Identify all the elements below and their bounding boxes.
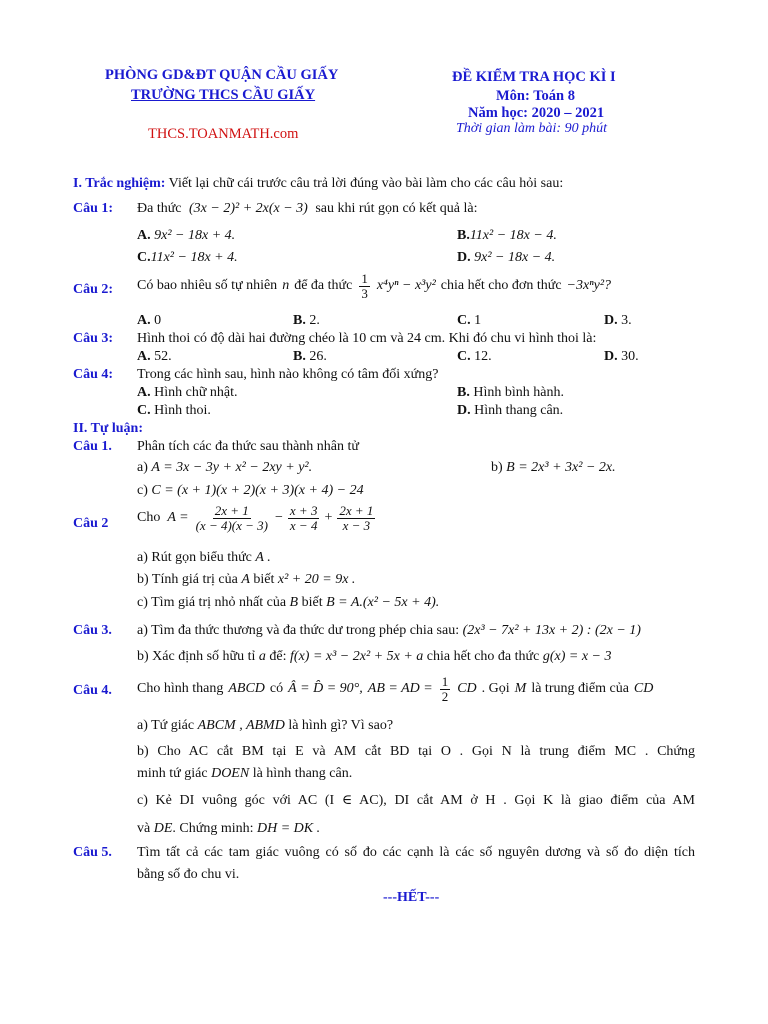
q3-option-d: D. 30. (604, 349, 639, 364)
q3-stem: Hình thoi có độ dài hai đường chéo là 10 cm và 24 cm. Khi đó chu vi hình thoi là: (137, 331, 597, 346)
c3-b: b) Xác định số hữu tỉ a để: f(x) = x³ − 2x² + 5x + a chia hết cho đa thức g(x) = x − 3 (137, 649, 612, 664)
c2-fraction-3: $\frac{2x + 1}{x - 3}$ (339, 503, 374, 533)
c5-line1: Tìm tất cả các tam giác vuông có số đo các cạnh là các số nguyên dương và số đo diện tích (137, 845, 695, 860)
c4-stem: Cho hình thang ABCD có Â = D̂ = 90°, AB = AD = $\frac{1}{2}$ CD . Gọi M là trung điểm của CD (137, 674, 654, 704)
c1-c: c) C = (x + 1)(x + 2)(x + 3)(x + 4) − 24 (137, 483, 364, 498)
c4-a: a) Tứ giác ABCM , ABMD là hình gì? Vì sao? (137, 718, 394, 733)
q4-option-b: B. Hình bình hành. (457, 385, 564, 400)
q2-text-c: chia hết cho đơn thức (440, 278, 562, 294)
exam-title: ĐỀ KIỂM TRA HỌC KÌ I (452, 69, 616, 85)
part2-heading: II. Tự luận: (73, 421, 144, 436)
exam-subject: Môn: Toán 8 (496, 88, 575, 104)
c1-b: b) B = 2x³ + 3x² − 2x. (491, 460, 616, 475)
c2-b: b) Tính giá trị của A biết x² + 20 = 9x . (137, 572, 356, 587)
part1-heading: I. Trắc nghiệm: (73, 176, 166, 191)
c3-label: Câu 3. (73, 623, 112, 638)
website-link[interactable]: THCS.TOANMATH.com (148, 126, 299, 142)
c4-b-line1: b) Cho AC cắt BM tại E và AM cắt BD tại O . Gọi N là trung điểm MC . Chứng (137, 744, 695, 759)
q2-option-c: C. 1 (457, 313, 482, 328)
q1-option-a: A. 9x² − 18x + 4. (137, 228, 236, 243)
exam-year: Năm học: 2020 – 2021 (468, 105, 605, 121)
q3-option-c: C. 12. (457, 349, 492, 364)
q2-text-a: Có bao nhiêu số tự nhiên (137, 278, 278, 294)
c1-stem: Phân tích các đa thức sau thành nhân tử (137, 439, 359, 454)
q2-mono: −3xⁿy²? (566, 278, 612, 294)
c5-line2: bằng số đo chu vi. (137, 867, 240, 882)
c5-label: Câu 5. (73, 845, 112, 860)
c2-c: c) Tìm giá trị nhỏ nhất của B biết B = A.(x² − 5x + 4). (137, 595, 440, 610)
c4-label: Câu 4. (73, 683, 112, 698)
c2-cho: Cho (137, 510, 161, 526)
q2-option-b: B. 2. (293, 313, 320, 328)
c3-a: a) Tìm đa thức thương và đa thức dư trong phép chia sau: (2x³ − 7x² + 13x + 2) : (2x − 1) (137, 623, 641, 638)
end-mark: ---HẾT--- (383, 890, 440, 905)
q4-option-a: A. Hình chữ nhật. (137, 385, 238, 400)
c4-half-fraction: $\frac{1}{2}$ (441, 674, 449, 704)
q1-expr: (3x − 2)² + 2x(x − 3) (189, 201, 308, 216)
q1-option-b: B.11x² − 18x − 4. (457, 228, 557, 243)
school-name: TRƯỜNG THCS CẦU GIẤY (131, 87, 316, 103)
c2-label: Câu 2 (73, 516, 109, 531)
q1-stem (137, 202, 478, 216)
q3-label: Câu 3: (73, 331, 114, 346)
c2-fraction-2: $\frac{x + 3}{x - 4}$ (289, 503, 318, 533)
c4-c-line1: c) Kẻ DI vuông góc với AC (I ∈ AC), DI cắt AM ở H . Gọi K là giao điểm của AM (137, 793, 695, 808)
c2-a: a) Rút gọn biểu thức A . (137, 550, 271, 565)
q2-poly: x⁴yⁿ − x³y² (376, 278, 436, 294)
q2-option-a: A. 0 (137, 313, 162, 328)
dept-name: PHÒNG GD&ĐT QUẬN CẦU GIẤY (105, 67, 339, 83)
q2-option-d: D. 3. (604, 313, 632, 328)
q1-label: Câu 1: (73, 201, 114, 216)
q1-option-d: D. 9x² − 18x − 4. (457, 250, 556, 265)
c1-a: a) A = 3x − 3y + x² − 2xy + y². (137, 460, 313, 475)
q4-option-c: C. Hình thoi. (137, 403, 211, 418)
c2-a-eq: A = (167, 510, 189, 526)
part1-heading-line (73, 177, 563, 191)
c4-b-line2: minh tứ giác DOEN là hình thang cân. (137, 766, 353, 781)
q1-text-a: Đa thức (137, 201, 182, 216)
q4-option-d: D. Hình thang cân. (457, 403, 564, 418)
q2-var-n: n (282, 278, 290, 294)
q2-label: Câu 2: (73, 282, 114, 297)
q3-option-b: B. 26. (293, 349, 327, 364)
q1-text-b: sau khi rút gọn có kết quả là: (315, 201, 478, 216)
c2-fraction-1: $\frac{2x + 1}{(x - 4)(x - 3)}$ (195, 503, 268, 533)
q1-option-c: C.11x² − 18x + 4. (137, 250, 238, 265)
q4-stem: Trong các hình sau, hình nào không có tâm đối xứng? (137, 367, 439, 382)
c4-c-line2: và DE. Chứng minh: DH = DK . (137, 821, 321, 836)
c1-label: Câu 1. (73, 439, 112, 454)
exam-time: Thời gian làm bài: 90 phút (456, 121, 607, 136)
part1-instruction: Viết lại chữ cái trước câu trả lời đúng vào bài làm cho các câu hỏi sau: (168, 176, 564, 191)
c2-expression: Cho A = $\frac{2x + 1}{(x - 4)(x - 3)}$ − $\frac{x + 3}{x - 4}$ + $\frac{2x + 1}{x - 3}$ (137, 503, 374, 533)
q2-fraction: $\frac{1}{3}$ (361, 271, 368, 301)
q2-text-b: để đa thức (294, 278, 353, 294)
q3-option-a: A. 52. (137, 349, 172, 364)
q2-stem (137, 272, 611, 300)
q4-label: Câu 4: (73, 367, 114, 382)
